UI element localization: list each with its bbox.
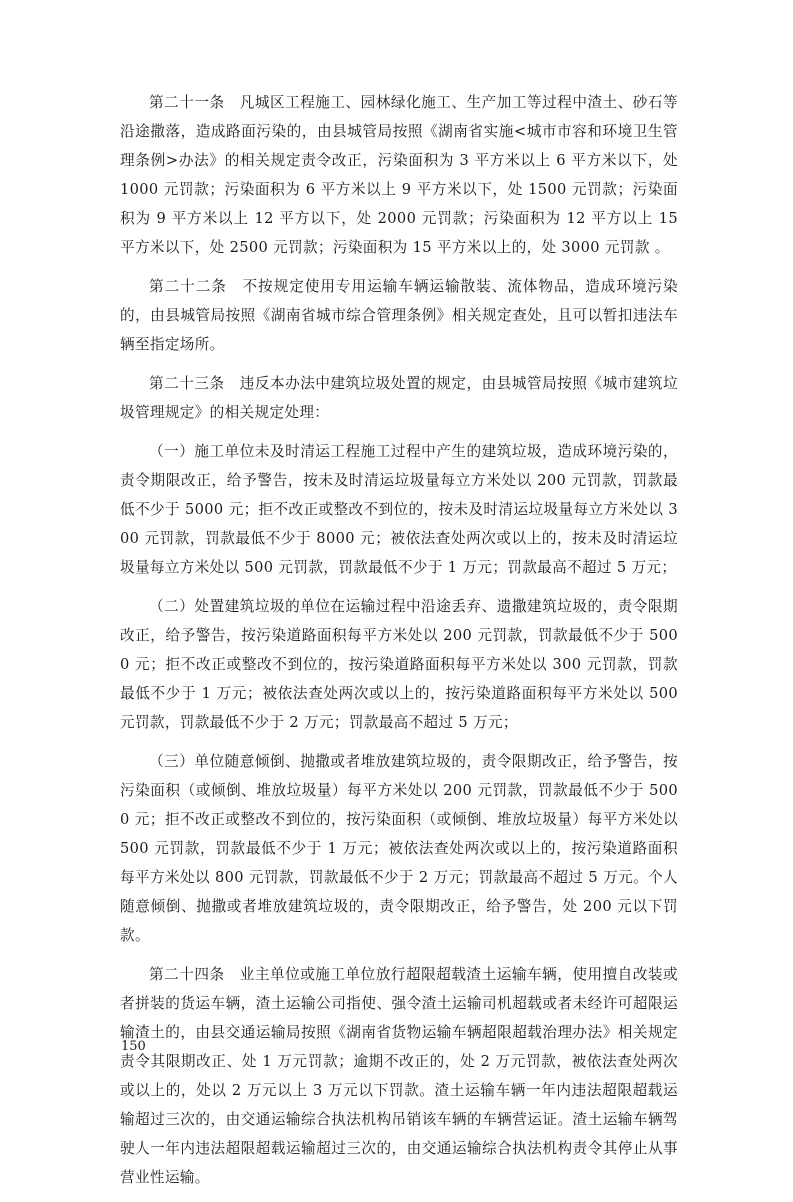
article-22-paragraph: 第二十二条 不按规定使用专用运输车辆运输散装、流体物品，造成环境污染的，由县城管局按照《湖南省城市综合管理条例》相关规定查处，且可以暂扣违法车辆至指定场所。 (120, 278, 678, 353)
page-number: 150 (121, 1039, 146, 1054)
article-24-paragraph: 第二十四条 业主单位或施工单位放行超限超载渣土运输车辆，使用擅自改装或者拼装的货运车辆，渣土运输公司指使、强令渣土运输司机超载或者未经许可超限运输渣土的，由县交通运输局按照《湖南省货物运输车辆超限超载治理办法》相关规定责令其限期改正、处 1 万元罚款；逾期不改正的，处 2 万元罚款，被依法查处两次或以上的，处以 2 万元以上 3 万元以下罚款。渣土运输车辆一年内违法超限超载运输超过三次的，由交通运输综合执法机构吊销该车辆的车辆营运证。渣土运输车辆驾驶人一年内违法超限超载运输超过三次的，由交通运输综合执法机构责令其停止从事营业性运输。 (120, 966, 678, 1186)
article-23-item-1: （一）施工单位未及时清运工程施工过程中产生的建筑垃圾，造成环境污染的，责令期限改正，给予警告，按未及时清运垃圾量每立方米处以 200 元罚款，罚款最低不少于 5000 元；拒不改正或整改不到位的，按未及时清运垃圾量每立方米处以 300 元罚款，罚款最低不少于 8000 元；被依法查处两次或以上的，按未及时清运垃圾量每立方米处以 500 元罚款，罚款最低不少于 1 万元；罚款最高不超过 5 万元； (120, 443, 678, 576)
article-21-paragraph: 第二十一条 凡城区工程施工、园林绿化施工、生产加工等过程中渣土、砂石等沿途撒落，造成路面污染的，由县城管局按照《湖南省实施<城市市容和环境卫生管理条例>办法》的相关规定责令改正，污染面积为 3 平方米以上 6 平方米以下，处 1000 元罚款；污染面积为 6 平方米以上 9 平方米以下，处 1500 元罚款；污染面积为 9 平方米以上 12 平方以下，处 2000 元罚款；污染面积为 12 平方以上 15 平方米以下，处 2500 元罚款；污染面积为 15 平方米以上的，处 3000 元罚款 。 (120, 94, 678, 256)
article-23-item-2: （二）处置建筑垃圾的单位在运输过程中沿途丢弃、遗撒建筑垃圾的，责令限期改正，给予警告，按污染道路面积每平方米处以 200 元罚款，罚款最低不少于 5000 元；拒不改正或整改不到位的，按污染道路面积每平方米处以 300 元罚款，罚款最低不少于 1 万元；被依法查处两次或以上的，按污染道路面积每平方米处以 500 元罚款，罚款最低不少于 2 万元；罚款最高不超过 5 万元； (120, 598, 678, 731)
document-body (120, 88, 678, 1202)
article-23-item-3: （三）单位随意倾倒、抛撒或者堆放建筑垃圾的，责令限期改正，给予警告，按污染面积（或倾倒、堆放垃圾量）每平方米处以 200 元罚款，罚款最低不少于 5000 元；拒不改正或整改不到位的，按污染面积（或倾倒、堆放垃圾量）每平方米处以 500 元罚款，罚款最低不少于 1 万元；被依法查处两次或以上的，按污染道路面积每平方米处以 800 元罚款，罚款最低不少于 2 万元；罚款最高不超过 5 万元。个人随意倾倒、抛撒或者堆放建筑垃圾的，责令限期改正，给予警告，处 200 元以下罚款。 (120, 753, 678, 944)
article-23-paragraph: 第二十三条 违反本办法中建筑垃圾处置的规定，由县城管局按照《城市建筑垃圾管理规定》的相关规定处理： (120, 375, 678, 421)
